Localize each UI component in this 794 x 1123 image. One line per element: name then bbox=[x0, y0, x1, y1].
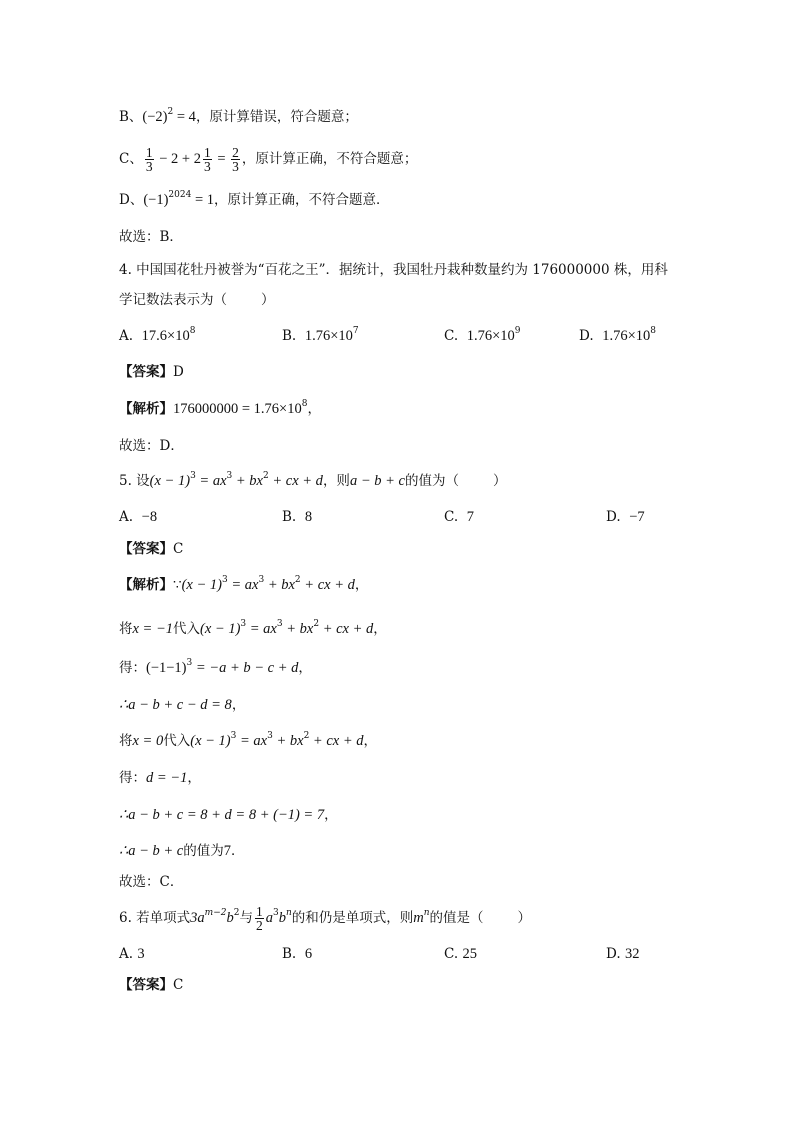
fraction: $\frac{2}{3}$ bbox=[232, 145, 239, 174]
question-4-line1: 4. 中国国花牡丹被誉为“百花之王”．据统计，我国牡丹栽种数量约为 176000000 株，用科 bbox=[119, 262, 668, 278]
q6-answer: 【答案】C bbox=[119, 977, 184, 993]
q6-option-a: A. 3 bbox=[119, 946, 145, 962]
line-option-b: B、$(-2)^2 = 4$，原计算错误，符合题意； bbox=[119, 107, 358, 125]
question-4-line2: 学记数法表示为（ ） bbox=[119, 292, 275, 308]
line-option-d: D、$(-1)^{2024} = 1$，原计算正确，不符合题意． bbox=[119, 190, 390, 208]
choose-c: 故选：C． bbox=[119, 874, 184, 890]
q5-analysis-step2: 将x = −1代入$(x - 1)^3 = ax^3 + bx^2$ + cx + d， bbox=[119, 619, 387, 637]
q5-analysis-step5: 将x = 0代入$(x - 1)^3 = ax^3 + bx^2$ + cx + d， bbox=[119, 731, 377, 749]
q5-option-d: D. −7 bbox=[606, 509, 645, 525]
q4-option-c: C. $1.76\times 10^9$ bbox=[444, 326, 521, 344]
q5-option-a: A. −8 bbox=[119, 509, 158, 525]
q6-option-c: C. 25 bbox=[444, 946, 477, 962]
line-option-c: C、 $\frac{1}{3}$ − 2 + 2 $\frac{1}{3}$ = $\frac{2}{3}$ ，原计算正确，不符合题意； bbox=[119, 145, 418, 174]
fraction: $\frac{1}{3}$ bbox=[203, 145, 211, 174]
q6-option-b: B. 6 bbox=[282, 946, 313, 962]
q5-analysis-step6: 得：d = −1， bbox=[119, 770, 201, 786]
q4-option-a: A. $17.6\times 10^8$ bbox=[119, 326, 196, 344]
q4-option-b: B. $1.76\times 10^7$ bbox=[282, 326, 359, 344]
question-5: 5. 设$(x - 1)^3 = ax^3 + bx^2$ + cx + d，则a − b + c的值为（ ） bbox=[119, 471, 507, 489]
q5-analysis-step8: ∴a − b + c的值为7． bbox=[119, 843, 245, 859]
q5-option-b: B. 8 bbox=[282, 509, 313, 525]
q5-analysis-step4: ∴a − b + c − d = 8， bbox=[119, 697, 246, 713]
question-6: 6. 若单项式$3a^{m-2}b^2$与 $\frac{1}{2}$ $a^3b^n$的和仍是单项式，则$m^n$的值是（ ） bbox=[119, 904, 532, 933]
q5-analysis-step3: 得：$(-1-1)^3 = -a + b - c + d$， bbox=[119, 658, 312, 676]
q4-answer: 【答案】D bbox=[119, 364, 184, 380]
q5-analysis-step7: ∴a − b + c = 8 + d = 8 + (−1) = 7， bbox=[119, 807, 338, 823]
fraction: $\frac{1}{3}$ bbox=[145, 145, 153, 174]
fraction: $\frac{1}{2}$ bbox=[255, 904, 263, 933]
q5-answer: 【答案】C bbox=[119, 541, 184, 557]
q5-option-c: C. 7 bbox=[444, 509, 474, 525]
q5-analysis-step1: 【解析】∵(x − $1)^3 = ax^3 + bx^2$ + cx + d， bbox=[119, 575, 369, 593]
choose-b: 故选：B． bbox=[119, 229, 183, 245]
choose-d: 故选：D． bbox=[119, 438, 184, 454]
q4-option-d: D. $1.76\times 10^8$ bbox=[579, 326, 657, 344]
q4-analysis: 【解析】$176000000 = 1.76\times 10^8$， bbox=[119, 399, 321, 417]
q6-option-d: D. 32 bbox=[606, 946, 640, 962]
